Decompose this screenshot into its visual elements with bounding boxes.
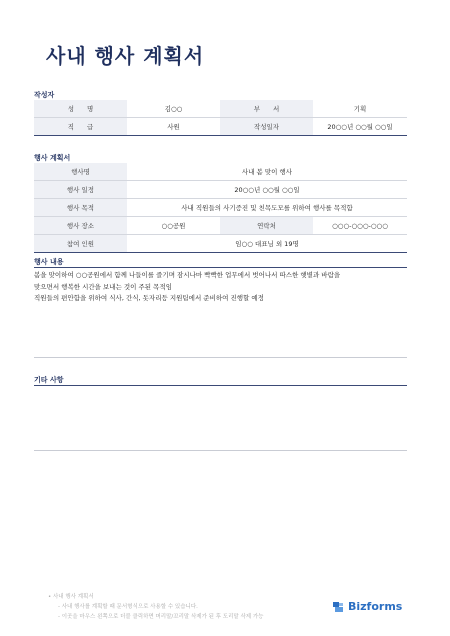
footer-line: - 사내 행사를 계획할 때 문서형식으로 사용할 수 있습니다.	[58, 604, 198, 610]
plan-table	[34, 163, 407, 253]
brand-name: Bizforms	[348, 600, 403, 613]
other-notes-area[interactable]	[34, 387, 407, 449]
footer-line: - 이곳을 마우스 왼쪽으로 더블 클릭하면 머리말/꼬리말 삭제가 된 후 도리말 삭제 가능	[58, 614, 264, 620]
footer-bullet: • 사내 행사 계획서	[48, 594, 94, 600]
writer-section-heading: 작성자	[34, 91, 55, 99]
other-section-heading: 기타 사항	[34, 376, 64, 384]
name-label: 성 명	[34, 100, 127, 118]
event-date-value[interactable]: 20○○년 ○○월 ○○일	[127, 181, 407, 199]
other-section-bottom-rule	[34, 450, 407, 451]
department-value[interactable]: 기획	[313, 100, 407, 118]
attendees-label: 참여 인원	[34, 235, 127, 253]
event-place-value[interactable]: ○○공원	[127, 217, 220, 235]
date-value[interactable]: 20○○년 ○○월 ○○일	[313, 118, 407, 136]
rank-label: 직 급	[34, 118, 127, 136]
contact-value[interactable]: ○○○-○○○-○○○	[313, 217, 407, 235]
writer-table	[34, 100, 407, 136]
table-row	[34, 235, 407, 253]
content-section-heading: 행사 내용	[34, 258, 64, 266]
attendees-value[interactable]: 임○○ 대표님 외 19명	[127, 235, 407, 253]
table-row	[34, 199, 407, 217]
footer-notes	[48, 592, 263, 622]
content-line: 직원들의 편안함을 위하여 식사, 간식, 돗자리등 지원팀에서 준비하여 진행할 예정	[34, 294, 264, 302]
table-row	[34, 100, 407, 118]
contact-label: 연락처	[220, 217, 313, 235]
table-row	[34, 163, 407, 181]
content-section-top-rule	[34, 267, 407, 268]
content-section-bottom-rule	[34, 357, 407, 358]
name-value[interactable]: 김○○	[127, 100, 220, 118]
content-text-area[interactable]	[34, 270, 407, 305]
event-date-label: 행사 일정	[34, 181, 127, 199]
content-line: 맞으면서 행복한 시간을 보내는 것이 주된 목적임	[34, 282, 172, 291]
content-line: 봄을 맞이하여 ○○공원에서 함께 나들이를 즐기며 잠시나마 빡빡한 업무에서 벗어나서 따스한 햇볕과 바람을	[34, 271, 341, 279]
table-row	[34, 118, 407, 136]
event-place-label: 행사 장소	[34, 217, 127, 235]
table-row	[34, 181, 407, 199]
event-purpose-value[interactable]: 사내 직원들의 사기증진 및 친목도모를 위하여 행사를 목적함	[127, 199, 407, 217]
event-name-value[interactable]: 사내 봄 맞이 행사	[127, 163, 407, 181]
plan-section-heading: 행사 계획서	[34, 154, 71, 162]
rank-value[interactable]: 사원	[127, 118, 220, 136]
other-section-top-rule	[34, 385, 407, 386]
bizforms-logo-icon	[333, 601, 345, 613]
date-label: 작성일자	[220, 118, 313, 136]
page-title: 사내 행사 계획서	[46, 44, 205, 68]
event-name-label: 행사명	[34, 163, 127, 181]
bizforms-logo	[333, 600, 402, 613]
event-purpose-label: 행사 목적	[34, 199, 127, 217]
table-row	[34, 217, 407, 235]
department-label: 부 서	[220, 100, 313, 118]
